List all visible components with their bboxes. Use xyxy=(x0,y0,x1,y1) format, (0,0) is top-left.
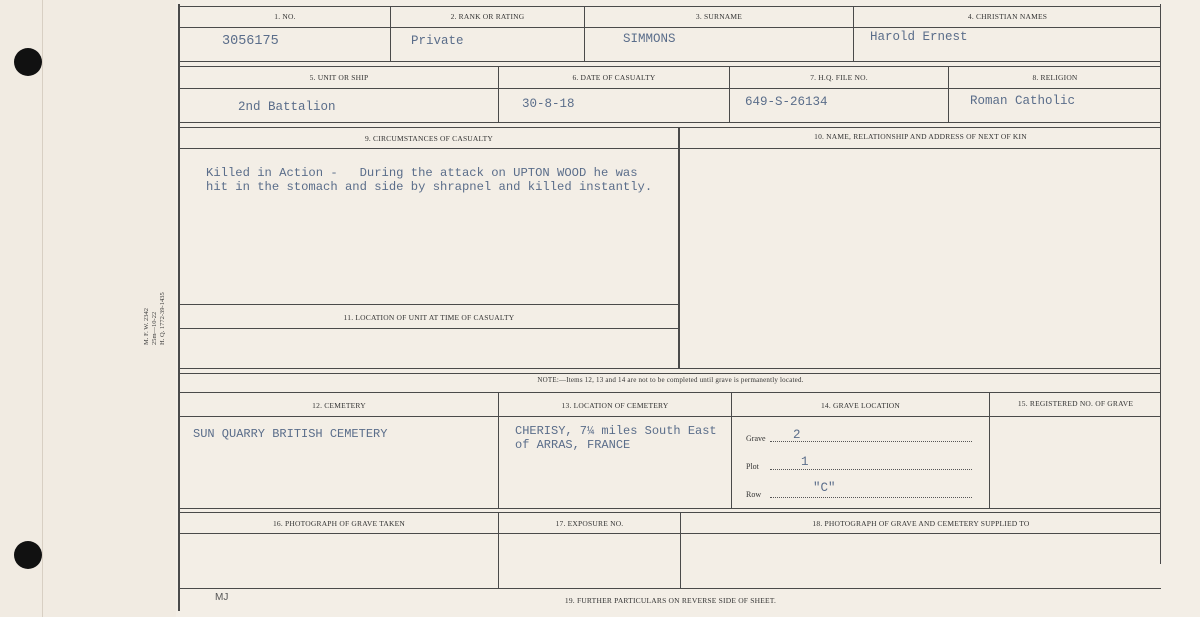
rule xyxy=(180,373,1161,374)
rule xyxy=(180,368,1161,369)
rule xyxy=(180,27,1161,28)
rule xyxy=(180,328,678,329)
field-label-cemetery-location: 13. LOCATION OF CEMETERY xyxy=(561,401,669,410)
further-particulars-note: 19. FURTHER PARTICULARS ON REVERSE SIDE OF SHEET. xyxy=(564,596,777,605)
rule xyxy=(180,61,1161,62)
field-label-surname: 3. SURNAME xyxy=(695,12,743,21)
row-value: "C" xyxy=(813,481,836,495)
circumstances-line-1: Killed in Action - During the attack on UPTON WOOD he was xyxy=(206,166,638,180)
field-label-rank: 2. RANK OR RATING xyxy=(450,12,525,21)
margin-rule xyxy=(42,0,43,617)
clerk-initials: MJ xyxy=(215,592,229,603)
rule xyxy=(180,392,1161,393)
plot-dotted-line xyxy=(770,469,972,470)
plot-value: 1 xyxy=(801,455,809,469)
field-label-no: 1. NO. xyxy=(274,12,296,21)
field-label-circumstances: 9. CIRCUMSTANCES OF CASUALTY xyxy=(364,134,494,143)
religion-value: Roman Catholic xyxy=(970,94,1076,108)
row-label: Row xyxy=(746,490,762,499)
punch-hole-bottom xyxy=(14,541,42,569)
field-label-photograph-taken: 16. PHOTOGRAPH OF GRAVE TAKEN xyxy=(272,519,406,528)
form-code xyxy=(143,275,183,345)
rule xyxy=(180,6,1161,7)
rule xyxy=(180,122,1161,123)
rule xyxy=(180,416,1161,417)
rule xyxy=(989,392,990,508)
christian-names-value: Harold Ernest xyxy=(870,30,968,44)
field-label-date: 6. DATE OF CASUALTY xyxy=(572,73,656,82)
plot-label: Plot xyxy=(746,462,759,471)
row-dotted-line xyxy=(770,497,972,498)
field-label-unit-location: 11. LOCATION OF UNIT AT TIME OF CASUALTY xyxy=(343,313,515,322)
service-number: 3056175 xyxy=(222,34,279,49)
rule xyxy=(180,304,678,305)
field-label-file: 7. H.Q. FILE NO. xyxy=(810,73,868,82)
date-of-casualty-value: 30-8-18 xyxy=(522,97,575,111)
field-label-grave-location: 14. GRAVE LOCATION xyxy=(820,401,901,410)
circumstances-line-2: hit in the stomach and side by shrapnel and killed instantly. xyxy=(206,180,653,194)
cemetery-location-line-1: CHERISY, 7¼ miles South East xyxy=(515,424,717,438)
unit-value: 2nd Battalion xyxy=(238,100,336,114)
rule xyxy=(180,88,1161,89)
cemetery-location-line-2: of ARRAS, FRANCE xyxy=(515,438,631,452)
form-code-line: 25m—10-22 xyxy=(151,311,158,345)
surname-value: SIMMONS xyxy=(623,32,676,46)
field-label-registered-no: 15. REGISTERED NO. OF GRAVE xyxy=(1017,399,1134,408)
field-label-religion: 8. RELIGION xyxy=(1032,73,1078,82)
rule xyxy=(180,148,1161,149)
punch-hole-top xyxy=(14,48,42,76)
rule xyxy=(180,127,1161,128)
grave-value: 2 xyxy=(793,428,801,442)
rule xyxy=(180,533,1161,534)
rank-value: Private xyxy=(411,34,464,48)
rule xyxy=(180,512,1161,513)
field-label-next-of-kin: 10. NAME, RELATIONSHIP AND ADDRESS OF NEXT OF KIN xyxy=(814,132,1027,141)
rule xyxy=(180,588,1161,589)
rule xyxy=(180,66,1161,67)
completion-note: NOTE:—Items 12, 13 and 14 are not to be completed until grave is permanently located. xyxy=(537,376,804,384)
cemetery-value: SUN QUARRY BRITISH CEMETERY xyxy=(193,427,388,441)
field-label-photograph-supplied: 18. PHOTOGRAPH OF GRAVE AND CEMETERY SUPPLIED TO xyxy=(812,519,1030,528)
form-code-line: H. Q. 1772-39-1435 xyxy=(159,292,166,345)
rule xyxy=(678,127,680,369)
field-label-unit: 5. UNIT OR SHIP xyxy=(309,73,369,82)
form-code-line: M. F. W. 2342 xyxy=(143,307,150,345)
hq-file-value: 649-S-26134 xyxy=(745,95,828,109)
rule xyxy=(180,508,1161,509)
field-label-cemetery: 12. CEMETERY xyxy=(312,401,366,410)
field-label-exposure-no: 17. EXPOSURE NO. xyxy=(555,519,624,528)
field-label-christian-names: 4. CHRISTIAN NAMES xyxy=(967,12,1048,21)
grave-label: Grave xyxy=(746,434,766,443)
